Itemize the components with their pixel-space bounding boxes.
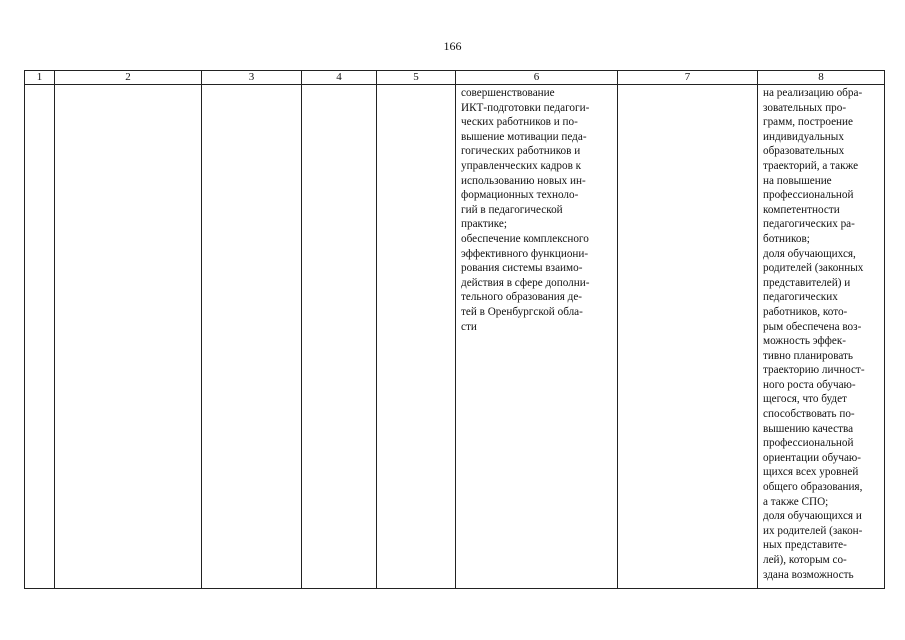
cell-line: можность эффек- bbox=[763, 335, 847, 348]
cell-line: обеспечение комплексного bbox=[461, 232, 589, 245]
document-table bbox=[24, 70, 885, 589]
cell-col7 bbox=[618, 85, 758, 589]
column-header-8: 8 bbox=[758, 71, 885, 85]
cell-line: грамм, построение bbox=[763, 116, 853, 129]
column-header-2: 2 bbox=[55, 71, 202, 85]
header-row bbox=[25, 71, 885, 85]
cell-line: ориентации обучаю- bbox=[763, 451, 862, 464]
cell-col1 bbox=[25, 85, 55, 589]
cell-line: компетентности bbox=[763, 203, 840, 216]
cell-line: здана возможность bbox=[763, 568, 854, 581]
cell-col3 bbox=[202, 85, 302, 589]
cell-line: способствовать по- bbox=[763, 408, 855, 421]
cell-line: тей в Оренбургской обла- bbox=[461, 305, 583, 318]
cell-line: гий в педагогической bbox=[461, 203, 563, 216]
cell-line: тивно планировать bbox=[763, 349, 854, 362]
cell-line: совершенствование bbox=[461, 87, 555, 99]
cell-line: ного роста обучаю- bbox=[763, 378, 856, 391]
cell-line: ботников; bbox=[763, 232, 810, 245]
cell-line: ИКТ-подготовки педагоги- bbox=[461, 101, 590, 114]
cell-line: ческих работников и по- bbox=[461, 116, 578, 129]
cell-line: практике; bbox=[461, 218, 507, 231]
cell-line: их родителей (закон- bbox=[763, 524, 863, 537]
cell-line: родителей (законных bbox=[763, 262, 864, 275]
cell-line: образовательных bbox=[763, 145, 845, 158]
cell-line: вышению качества bbox=[763, 422, 854, 435]
page-number: 166 bbox=[443, 39, 462, 53]
table-row bbox=[25, 85, 885, 589]
cell-line: педагогических bbox=[763, 291, 838, 304]
cell-line: зовательных про- bbox=[763, 101, 847, 114]
cell-col6 bbox=[456, 85, 618, 589]
column-header-1: 1 bbox=[25, 71, 55, 85]
cell-line: работников, кото- bbox=[763, 305, 848, 318]
cell-line: управленческих кадров к bbox=[461, 159, 582, 172]
cell-line: сти bbox=[461, 320, 477, 333]
cell-line: вышение мотивации педа- bbox=[461, 130, 587, 143]
cell-line: на повышение bbox=[763, 174, 832, 187]
cell-line: индивидуальных bbox=[763, 130, 844, 143]
cell-line: доля обучающихся и bbox=[763, 510, 862, 523]
cell-line: тельного образования де- bbox=[461, 291, 583, 304]
cell-line: доля обучающихся, bbox=[763, 247, 856, 260]
cell-col8 bbox=[758, 85, 885, 589]
cell-line: ных представите- bbox=[763, 539, 847, 552]
cell-line: действия в сфере дополни- bbox=[461, 276, 590, 289]
cell-line: формационных техноло- bbox=[461, 189, 579, 202]
column-header-4: 4 bbox=[302, 71, 377, 85]
cell-line: лей), которым со- bbox=[763, 554, 847, 566]
cell-line: эффективного функциони- bbox=[461, 247, 589, 260]
cell-line: профессиональной bbox=[763, 189, 854, 202]
cell-line: на реализацию обра- bbox=[763, 87, 863, 99]
column-header-5: 5 bbox=[377, 71, 456, 85]
column-header-6: 6 bbox=[456, 71, 618, 85]
cell-line: общего образования, bbox=[763, 481, 863, 494]
cell-line: щихся всех уровней bbox=[763, 466, 859, 479]
cell-line: а также СПО; bbox=[763, 495, 829, 508]
cell-line: педагогических ра- bbox=[763, 218, 855, 231]
cell-col5 bbox=[377, 85, 456, 589]
cell-line: профессиональной bbox=[763, 437, 854, 450]
cell-col2 bbox=[55, 85, 202, 589]
column-header-7: 7 bbox=[618, 71, 758, 85]
cell-line: представителей) и bbox=[763, 276, 851, 289]
cell-line: рования системы взаимо- bbox=[461, 262, 583, 275]
cell-line: использованию новых ин- bbox=[461, 174, 586, 187]
cell-line: щегося, что будет bbox=[763, 393, 847, 406]
cell-line: гогических работников и bbox=[461, 145, 581, 158]
cell-col4 bbox=[302, 85, 377, 589]
cell-line: траекторий, а также bbox=[763, 159, 859, 172]
cell-line: траекторию личност- bbox=[763, 364, 865, 377]
cell-line: рым обеспечена воз- bbox=[763, 320, 862, 333]
column-header-3: 3 bbox=[202, 71, 302, 85]
